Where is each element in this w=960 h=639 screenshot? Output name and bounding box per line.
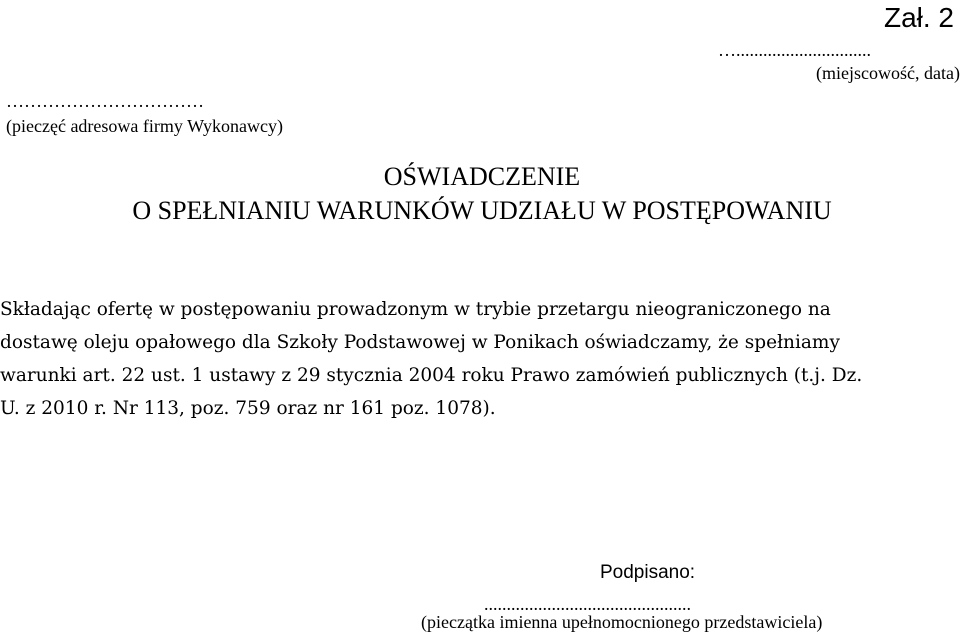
- body-line: Składając ofertę w postępowaniu prowadzonym w trybie przetargu nieograniczonego na: [0, 299, 831, 320]
- stamp-caption: (pieczęć adresowa firmy Wykonawcy): [6, 116, 283, 136]
- body-line: U. z 2010 r. Nr 113, poz. 759 oraz nr 161 poz. 1078).: [0, 398, 496, 419]
- declaration-body: [0, 293, 958, 425]
- stamp-dots: ……………………………: [6, 91, 204, 111]
- signature-dots: ..............................................: [484, 594, 691, 614]
- body-line: warunki art. 22 ust. 1 ustawy z 29 stycznia 2004 roku Prawo zamówień publicznych (t.j. Dz.: [0, 365, 863, 386]
- place-date-dots: …..............................: [718, 40, 871, 60]
- body-line: dostawę oleju opałowego dla Szkoły Podstawowej w Ponikach oświadczamy, że spełniamy: [0, 332, 840, 353]
- document-subtitle: O SPEŁNIANIU WARUNKÓW UDZIAŁU W POSTĘPOWANIU: [132, 196, 832, 225]
- place-date-caption: (miejscowość, data): [816, 63, 960, 83]
- signed-label: Podpisano:: [600, 562, 696, 583]
- document-title: OŚWIADCZENIE: [383, 162, 581, 191]
- attachment-label: Zał. 2: [883, 2, 954, 33]
- signature-caption: (pieczątka imienna upełnomocnionego przedstawiciela): [421, 612, 823, 632]
